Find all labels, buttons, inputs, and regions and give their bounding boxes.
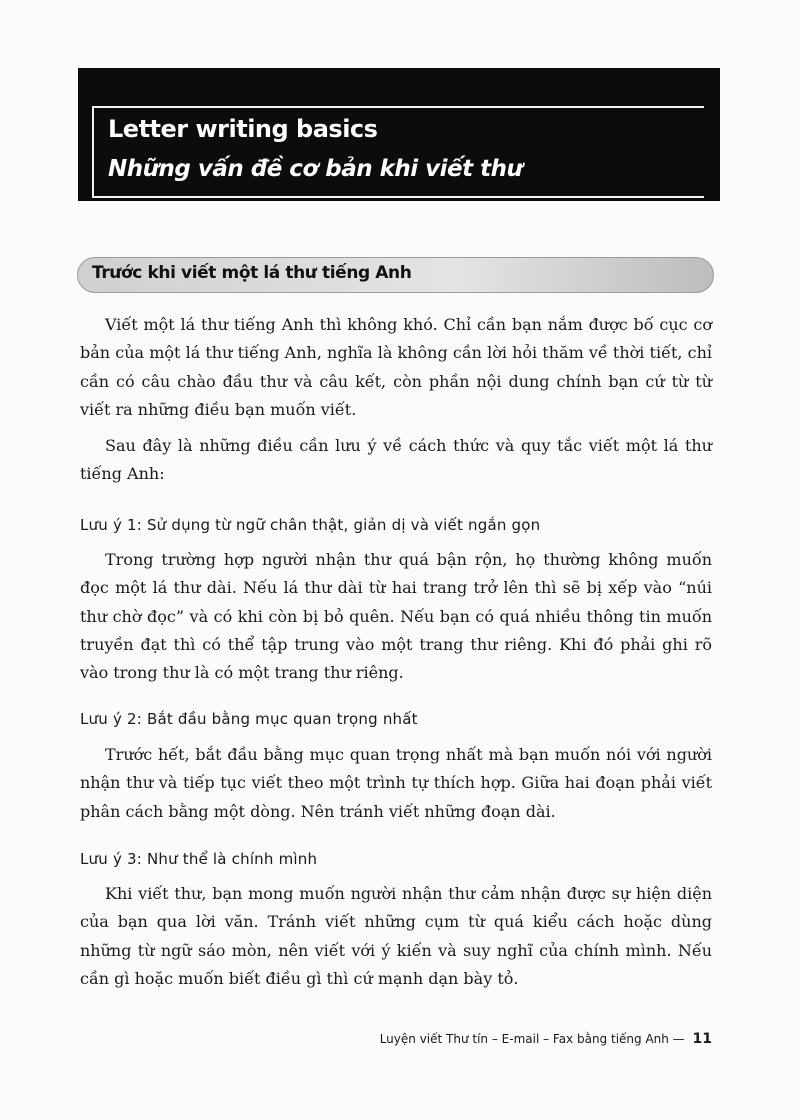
note-3-heading: Lưu ý 3: Như thể là chính mình: [80, 850, 318, 868]
section-heading: Trước khi viết một lá thư tiếng Anh: [92, 263, 412, 283]
chapter-title-block: [78, 68, 720, 201]
chapter-title-frame: [92, 106, 704, 198]
intro-paragraph-2: Sau đây là những điều cần lưu ý về cách thức và quy tắc viết một lá thư tiếng Anh:: [80, 436, 712, 484]
footer-book-title: Luyện viết Thư tín – E-mail – Fax bằng tiếng Anh —: [379, 1032, 685, 1046]
page-number: 11: [692, 1031, 712, 1047]
intro-paragraph-1: Viết một lá thư tiếng Anh thì không khó. Chỉ cần bạn nắm được bố cục cơ bản của một lá thư tiếng Anh, nghĩa là không cần lời hỏi thăm về thời tiết, chỉ cần có câu chào đầu thư và câu kết, còn phần nội dung chính bạn cứ từ từ viết ra những điều bạn muốn viết.: [80, 315, 712, 419]
chapter-title-vietnamese: Những vấn đề cơ bản khi viết thư: [108, 156, 523, 182]
note-1-body: Trong trường hợp người nhận thư quá bận rộn, họ thường không muốn đọc một lá thư dài. Nếu lá thư dài từ hai trang trở lên thì sẽ bị xếp vào “núi thư chờ đọc” và có khi còn bị bỏ quên. Nếu bạn có quá nhiều thông tin muốn truyền đạt thì có thể tập trung vào một trang thư riêng. Khi đó phải ghi rõ vào trong thư là có một trang thư riêng.: [80, 550, 712, 683]
note-2-heading: Lưu ý 2: Bắt đầu bằng mục quan trọng nhất: [80, 710, 418, 728]
chapter-title-english: Letter writing basics: [108, 115, 378, 143]
note-1-heading: Lưu ý 1: Sử dụng từ ngữ chân thật, giản dị và viết ngắn gọn: [80, 516, 541, 534]
page-footer: [300, 1031, 712, 1047]
note-3-body: Khi viết thư, bạn mong muốn người nhận thư cảm nhận được sự hiện diện của bạn qua lời văn. Tránh viết những cụm từ quá kiểu cách hoặc dùng những từ ngữ sáo mòn, nên viết với ý kiến và suy nghĩ của chính mình. Nếu cần gì hoặc muốn biết điều gì thì cứ mạnh dạn bày tỏ.: [80, 884, 712, 988]
note-2-body: Trước hết, bắt đầu bằng mục quan trọng nhất mà bạn muốn nói với người nhận thư và tiếp tục viết theo một trình tự thích hợp. Giữa hai đoạn phải viết phân cách bằng một dòng. Nên tránh viết những đoạn dài.: [80, 745, 712, 821]
section-banner: [77, 257, 714, 293]
